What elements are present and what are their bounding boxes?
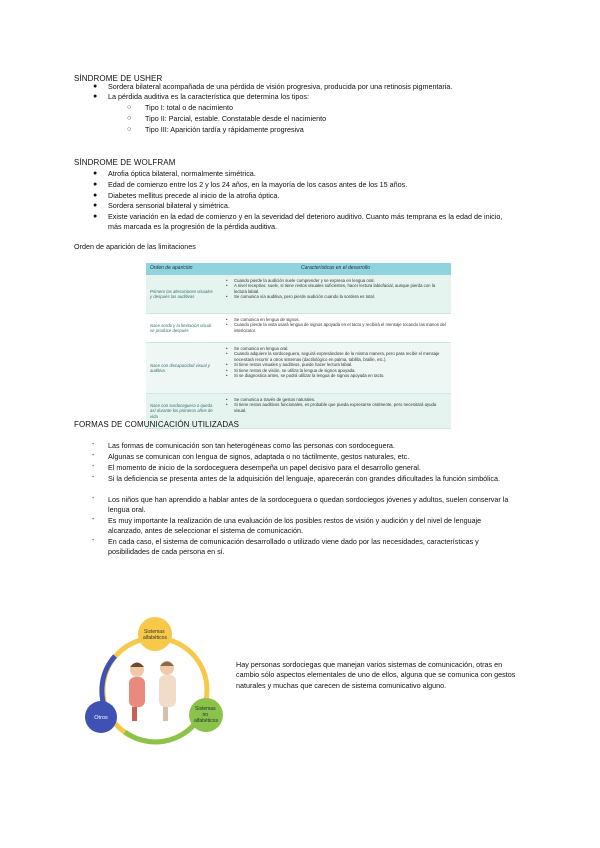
bullet-icon: ● bbox=[93, 202, 98, 209]
table-row-item: • Si tiene restos visuales y auditivos, puede hacer lectura labial. bbox=[226, 362, 448, 367]
bullet-icon: ● bbox=[93, 192, 98, 199]
bullet-icon: ● bbox=[93, 83, 98, 90]
table-row-item: • Si tiene restos de visión, se utiliza la lengua de signos apoyada. bbox=[226, 368, 448, 373]
dash-bullet-icon: - bbox=[92, 495, 95, 502]
node-alphabetic-label-line: alfabéticos bbox=[143, 635, 167, 641]
formas-item-2: Algunas se comunican con lengua de signos, adaptada o no táctilmente, gestos naturales, etc. bbox=[108, 452, 410, 461]
usher-heading: SÍNDROME DE USHER bbox=[74, 74, 163, 83]
table-row-content bbox=[220, 394, 451, 428]
bullet-icon: ● bbox=[93, 213, 98, 220]
communication-systems-diagram bbox=[75, 612, 235, 757]
people-illustration bbox=[129, 661, 176, 721]
table-row bbox=[146, 275, 451, 314]
table-row-item: • Cuando pierde la audición suele comprender y se expresa en lengua oral. bbox=[226, 278, 448, 283]
wolfram-bullet-2: Edad de comienzo entre los 2 y los 24 años, en la mayoría de los casos antes de los 15 años. bbox=[108, 180, 408, 189]
table-header bbox=[146, 263, 451, 275]
wolfram-heading: SÍNDROME DE WOLFRAM bbox=[74, 158, 176, 167]
table-row-item: • Se comunica a través de gestos naturales. bbox=[226, 397, 448, 402]
table-header-cell: Orden de aparición bbox=[150, 265, 193, 272]
dash-bullet-icon: - bbox=[92, 441, 95, 448]
table-row-item: • Se comunica en lengua de signos. bbox=[226, 317, 448, 322]
table-row bbox=[146, 314, 451, 343]
dash-bullet-icon: - bbox=[92, 474, 95, 481]
wolfram-bullet-3: Diabetes mellitus precede al inicio de la atrofia óptica. bbox=[108, 191, 280, 200]
limitations-table bbox=[146, 263, 451, 429]
usher-type-3: Tipo III: Aparición tardía y rápidamente progresiva bbox=[145, 125, 304, 134]
node-non-alphabetic-label-line: no bbox=[202, 712, 209, 718]
circle-bullet-icon: ○ bbox=[127, 104, 132, 111]
table-row bbox=[146, 343, 451, 394]
dash-bullet-icon: - bbox=[92, 463, 95, 470]
circle-bullet-icon: ○ bbox=[127, 126, 132, 133]
table-row-content bbox=[220, 314, 451, 342]
order-title: Orden de aparición de las limitaciones bbox=[74, 242, 196, 251]
bullet-icon: ● bbox=[93, 181, 98, 188]
table-row-item: • Cuando adquiere la sordoceguera, seguirá expresándose de la misma manera, pero para recibir el mensaje necesitará recurrir a otros sistemas (dactilológico en palma, tablilla, braille, etc.). bbox=[226, 351, 448, 362]
formas-item-1: Las formas de comunicación son tan heterogéneas como las personas con sordoceguera. bbox=[108, 441, 395, 450]
formas-item-4: Si la deficiencia se presenta antes de la adquisición del lenguaje, aparecerán con grandes dificultades la función simbólica. bbox=[108, 474, 500, 483]
dash-bullet-icon: - bbox=[92, 537, 95, 544]
usher-type-2: Tipo II: Parcial, estable. Constatable desde el nacimiento bbox=[145, 114, 327, 123]
usher-bullet-1: Sordera bilateral acompañada de una pérdida de visión progresiva, producida por una retinosis pigmentaria. bbox=[108, 82, 453, 91]
bullet-icon: ● bbox=[93, 170, 98, 177]
wolfram-bullet-4: Sordera sensorial bilateral y simétrica. bbox=[108, 201, 230, 210]
usher-type-1: Tipo I: total o de nacimiento bbox=[145, 103, 234, 112]
node-alphabetic-label-line: Sistemas bbox=[144, 629, 165, 635]
formas-item-6: Es muy importante la realización de una evaluación de los posibles restos de visión y audición y del nivel de lenguaje alcanzado, antes de seleccionar el sistema de comunicación. bbox=[108, 516, 482, 535]
table-row-item: • Si se diagnostica antes, se podrá utilizar la lengua de signos apoyada en tacto. bbox=[226, 373, 448, 378]
table-header-cell: Características en el desarrollo bbox=[301, 265, 370, 272]
usher-bullet-2: La pérdida auditiva es la característica que determina los tipos: bbox=[108, 92, 309, 101]
formas-item-7: En cada caso, el sistema de comunicación desarrollado o utilizado viene dado por las necesidades, características y posibilidades de cada persona en sí. bbox=[108, 537, 479, 556]
circle-bullet-icon: ○ bbox=[127, 115, 132, 122]
node-others-label: Otros bbox=[94, 715, 108, 721]
table-row-item: • Se comunica en lengua oral. bbox=[226, 346, 448, 351]
formas-item-3: El momento de inicio de la sordoceguera desempeña un papel decisivo para el desarrollo general. bbox=[108, 463, 421, 472]
formas-item-5: Los niños que han aprendido a hablar antes de la sordoceguera o quedan sordociegos jóvenes y adultos, suelen conservar la lengua oral. bbox=[108, 495, 509, 514]
table-row-item: • Si tiene restos auditivos funcionales, es probable que pueda expresarse oralmente, pero necesitará ayuda visual. bbox=[226, 402, 448, 413]
table-row-label: Nace con sordoceguera o queda así durante los primeros años de vida bbox=[150, 402, 213, 419]
table-row-item: • A nivel receptivo: suele, si tiene restos visuales suficientes, hacer lectura labiofacial, aunque pierda con la lectura labial. bbox=[226, 283, 448, 294]
node-non-alphabetic-label-line: Sistemas bbox=[195, 706, 216, 712]
dash-bullet-icon: - bbox=[92, 452, 95, 459]
node-alphabetic-label bbox=[143, 629, 167, 641]
bullet-icon: ● bbox=[93, 93, 98, 100]
cycle-ring-green bbox=[125, 720, 198, 742]
dash-bullet-icon: - bbox=[92, 516, 95, 523]
table-row-content bbox=[220, 275, 451, 313]
table-row-label: Nace con discapacidad visual y auditiva bbox=[150, 362, 210, 373]
wolfram-bullet-5: Existe variación en la edad de comienzo y en la severidad del deterioro auditivo. Cuanto más temprana es la edad de inicio, más marcada es la progresión de la pérdida auditiva. bbox=[108, 212, 503, 231]
table-row-item: • Cuando pierde la vista usará lengua de signos apoyada en el tacto y recibirá el mensaje tocando las manos del interlocutor. bbox=[226, 322, 448, 333]
table-row-label: Nace sordo y la limitación visual se produce después bbox=[150, 322, 212, 333]
node-non-alphabetic-label-line: alfabéticos bbox=[194, 718, 218, 724]
wolfram-bullet-1: Atrofia óptica bilateral, normalmente simétrica. bbox=[108, 169, 256, 178]
table-row-label: Primero las alteraciones visuales y después las auditivas bbox=[150, 288, 213, 299]
table-row-content bbox=[220, 343, 451, 393]
table-row-item: • Se comunica vía auditiva, pero pierde audición cuando la sordera es total. bbox=[226, 294, 448, 299]
closing-paragraph: Hay personas sordociegas que manejan varios sistemas de comunicación, otras en cambio sólo aspectos elementales de uno de ellos, alguna que se comunica con gestos naturales y muchas que carecen de sistema comunicativo alguno. bbox=[236, 660, 516, 690]
formas-heading: FORMAS DE COMUNICACIÓN UTILIZADAS bbox=[74, 420, 240, 429]
